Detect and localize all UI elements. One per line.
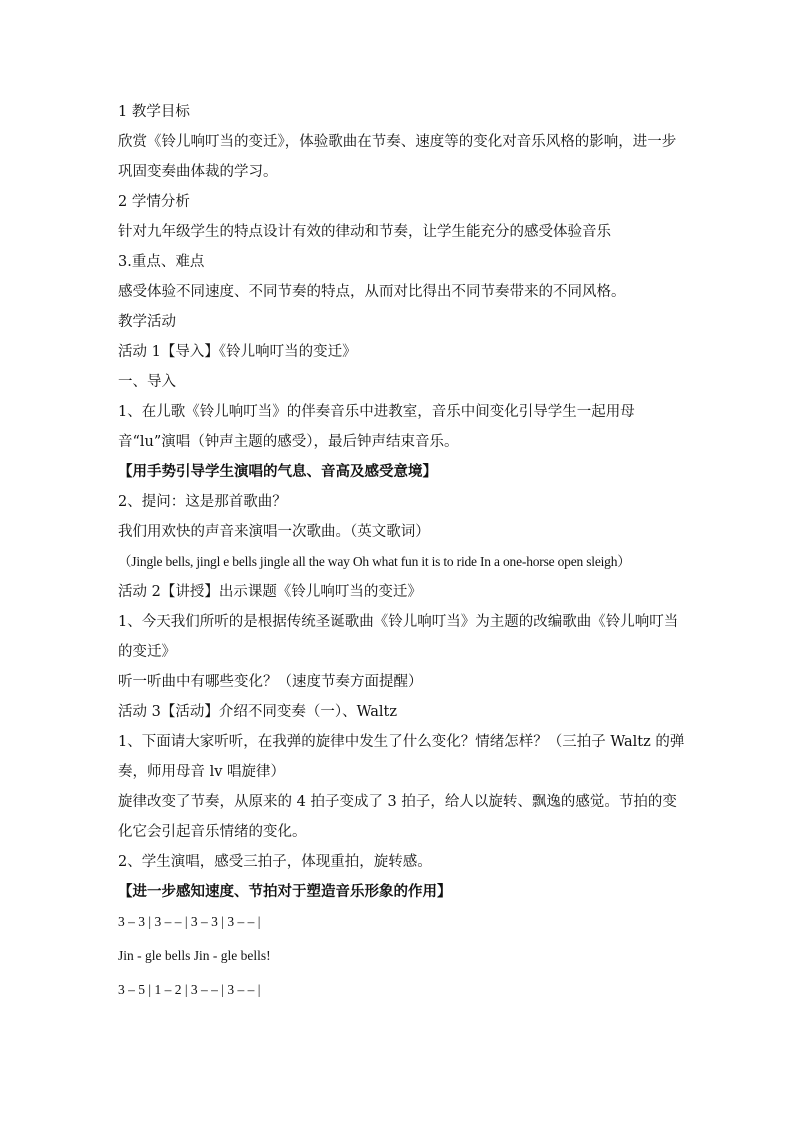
paragraph-objectives: 欣赏《铃儿响叮当的变迁》，体验歌曲在节奏、速度等的变化对音乐风格的影响，进一步巩固变奏曲体裁的学习。: [118, 134, 677, 180]
paragraph-activity-3-1: 1、下面请大家听听，在我弹的旋律中发生了什么变化？情绪怎样？（三拍子 Waltz 的弹奏，师用母音 lv 唱旋律）: [118, 734, 685, 780]
section-heading-objectives: 1 教学目标: [118, 104, 190, 120]
section-heading-analysis: 2 学情分析: [118, 194, 190, 210]
notation-line-1: 3 – 3 | 3 – – | 3 – 3 | 3 – – |: [118, 914, 261, 929]
notation-line-2: 3 – 5 | 1 – 2 | 3 – – | 3 – – |: [118, 982, 261, 997]
note-tempo: 【进一步感知速度、节拍对于塑造音乐形象的作用】: [118, 883, 452, 900]
activity-3-title: 活动 3【活动】介绍不同变奏（一）、Waltz: [118, 704, 397, 720]
note-gesture: 【用手势引导学生演唱的气息、音高及感受意境】: [118, 463, 437, 480]
paragraph-sing: 我们用欢快的声音来演唱一次歌曲。（英文歌词）: [118, 524, 430, 540]
paragraph-keypoints: 感受体验不同速度、不同节奏的特点，从而对比得出不同节奏带来的不同风格。: [118, 284, 626, 300]
paragraph-question: 2、提问：这是那首歌曲？: [118, 494, 287, 510]
lyrics-line-1: Jin - gle bells Jin - gle bells!: [118, 948, 271, 963]
paragraph-listen: 听一听曲中有哪些变化？（速度节奏方面提醒）: [118, 674, 423, 690]
paragraph-intro-1: 1、在儿歌《铃儿响叮当》的伴奏音乐中进教室，音乐中间变化引导学生一起用母音“lu”演唱（钟声主题的感受），最后钟声结束音乐。: [118, 404, 635, 450]
activity-1-title: 活动 1【导入】《铃儿响叮当的变迁》: [118, 344, 357, 360]
document-body: [118, 97, 686, 1005]
paragraph-student-sing: 2、学生演唱，感受三拍子，体现重拍，旋转感。: [118, 854, 432, 870]
activity-2-title: 活动 2【讲授】出示课题《铃儿响叮当的变迁》: [118, 584, 422, 600]
paragraph-analysis: 针对九年级学生的特点设计有效的律动和节奏，让学生能充分的感受体验音乐: [118, 224, 611, 240]
section-heading-keypoints: 3.重点、难点: [118, 254, 205, 270]
paragraph-activity-2-1: 1、今天我们所听的是根据传统圣诞歌曲《铃儿响叮当》为主题的改编歌曲《铃儿响叮当的变迁》: [118, 614, 679, 660]
section-heading-activities: 教学活动: [118, 314, 176, 330]
subsection-intro: 一、导入: [118, 374, 176, 390]
english-lyrics: （Jingle bells, jingl e bells jingle all the way Oh what fun it is to ride In a one-horse open sleigh）: [118, 554, 631, 569]
paragraph-rhythm-change: 旋律改变了节奏，从原来的 4 拍子变成了 3 拍子，给人以旋转、飘逸的感觉。节拍的变化它会引起音乐情绪的变化。: [118, 794, 677, 840]
